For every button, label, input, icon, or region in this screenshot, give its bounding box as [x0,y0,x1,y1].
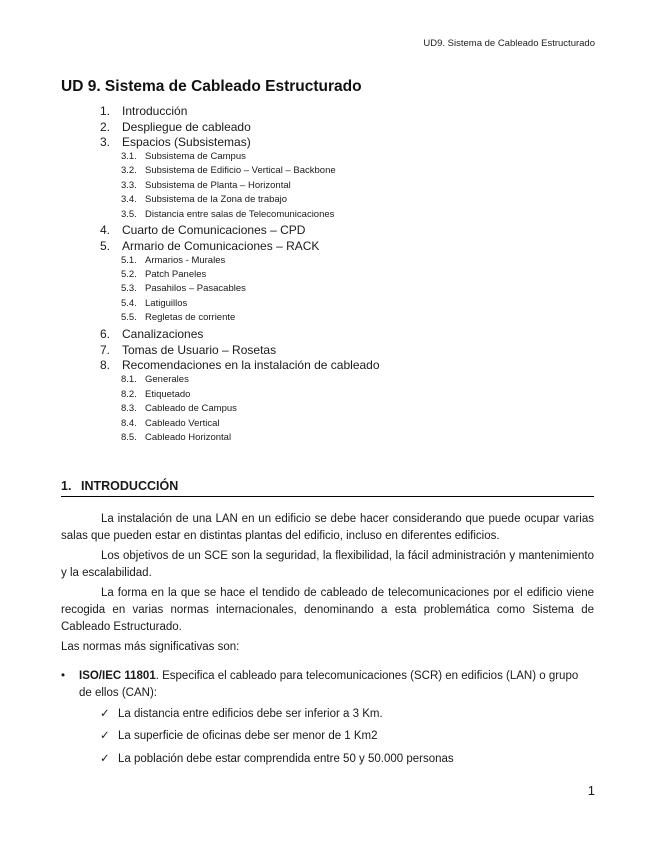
toc-item [121,165,336,176]
toc-item-label: Distancia entre salas de Telecomunicaciones [145,209,335,220]
paragraph: Los objetivos de un SCE son la seguridad, la flexibilidad, la fácil administración y mantenimiento y la escalabilidad. [61,550,594,579]
toc-item [100,343,276,357]
toc-item [121,374,189,385]
checkmark-icon: ✓ [100,753,110,765]
toc-item-number: 8.1. [121,374,137,385]
toc-item [100,120,251,134]
toc-item-number: 7. [100,343,111,357]
toc-item-number: 5.4. [121,298,137,309]
toc-item [100,358,380,372]
paragraph: La forma en la que se hace el tendido de cableado de telecomunicaciones por el edificio viene recogida en varias normas internacionales, denominando a esta problemática como Sistema de Cableado Estructurado. [61,587,594,633]
toc-item [121,298,187,309]
toc-item-label: Subsistema de Campus [145,151,246,162]
toc-item [121,432,231,443]
section-heading [61,479,594,497]
check-item-text: La distancia entre edificios debe ser inferior a 3 Km. [118,708,383,720]
toc-item-number: 5.5. [121,312,137,323]
page-number: 1 [587,783,595,798]
check-item-text: La población debe estar comprendida entre 50 y 50.000 personas [118,753,454,765]
document-title: UD 9. Sistema de Cableado Estructurado [61,78,362,95]
toc-item-label: Cableado Vertical [145,418,220,429]
toc-item [121,389,190,400]
toc-item-number: 4. [100,223,111,237]
toc-item [121,194,287,205]
toc-item-number: 3. [100,135,111,149]
toc-item-label: Etiquetado [145,389,191,400]
toc-item-label: Subsistema de Planta – Horizontal [145,180,291,191]
toc-item-label: Espacios (Subsistemas) [122,135,251,149]
toc-item [100,327,203,341]
toc-item [100,104,187,118]
toc-item-label: Subsistema de Edificio – Vertical – Backbone [145,165,336,176]
toc-item-number: 3.4. [121,194,137,205]
toc-item-label: Armario de Comunicaciones – RACK [122,239,320,253]
toc-item [100,135,251,149]
toc-item [121,151,246,162]
toc-item-number: 6. [100,327,111,341]
toc-item-number: 3.3. [121,180,137,191]
bullet-text [61,668,594,702]
toc-item-label: Regletas de corriente [145,312,236,323]
toc-item [121,418,219,429]
standard-name: ISO/IEC 11801 [79,670,156,682]
toc-item-label: Cuarto de Comunicaciones – CPD [122,223,306,237]
check-list-item [100,751,454,765]
toc-item [121,283,246,294]
toc-item-number: 5.2. [121,269,137,280]
toc-item-number: 8. [100,358,111,372]
toc-item-number: 8.3. [121,403,137,414]
toc-item [100,239,319,253]
toc-item-number: 2. [100,120,111,134]
bullet-item [61,668,594,702]
checkmark-icon: ✓ [100,730,110,742]
toc-item-label: Patch Paneles [145,269,207,280]
paragraph: Las normas más significativas son: [61,641,240,653]
toc-item-number: 8.5. [121,432,137,443]
toc-item-label: Introducción [122,104,188,118]
toc-item-number: 3.1. [121,151,137,162]
toc-item [100,223,305,237]
toc-item-number: 5.1. [121,255,137,266]
toc-item-label: Cableado Horizontal [145,432,232,443]
toc-item-number: 5.3. [121,283,137,294]
toc-item [121,180,291,191]
toc-item-label: Generales [145,374,189,385]
toc-item [121,269,206,280]
toc-item-number: 1. [100,104,111,118]
toc-item [121,255,225,266]
toc-item-number: 3.5. [121,209,137,220]
check-item-text: La superficie de oficinas debe ser menor de 1 Km2 [118,730,378,742]
section-title-text: INTRODUCCIÓN [81,479,179,493]
checkmark-icon: ✓ [100,708,110,720]
toc-item-label: Cableado de Campus [145,403,237,414]
section-number: 1. [61,479,72,493]
check-list-item [100,728,378,742]
toc-item-label: Canalizaciones [122,327,204,341]
toc-item-label: Despliegue de cableado [122,120,251,134]
toc-item [121,403,237,414]
bullet-icon: • [61,670,66,682]
toc-item-label: Tomas de Usuario – Rosetas [122,343,277,357]
standard-description: . Especifica el cableado para telecomunicaciones (SCR) en edificios (LAN) o grupo de ellos (CAN): [79,670,579,699]
toc-item [121,209,334,220]
toc-item-number: 8.4. [121,418,137,429]
toc-item-label: Latiguillos [145,298,188,309]
toc-item-label: Subsistema de la Zona de trabajo [145,194,288,205]
toc-item-number: 3.2. [121,165,137,176]
toc-item-number: 8.2. [121,389,137,400]
toc-item-label: Pasahilos – Pasacables [145,283,246,294]
toc-item [121,312,235,323]
toc-item-label: Armarios - Murales [145,255,226,266]
check-list-item [100,706,383,720]
toc-item-label: Recomendaciones en la instalación de cableado [122,358,380,372]
toc-item-number: 5. [100,239,111,253]
paragraph: La instalación de una LAN en un edificio se debe hacer considerando que puede ocupar varias salas que pueden estar en distintas plantas del edificio, incluso en diferentes edificios. [61,513,594,542]
running-header: UD9. Sistema de Cableado Estructurado [423,38,595,49]
